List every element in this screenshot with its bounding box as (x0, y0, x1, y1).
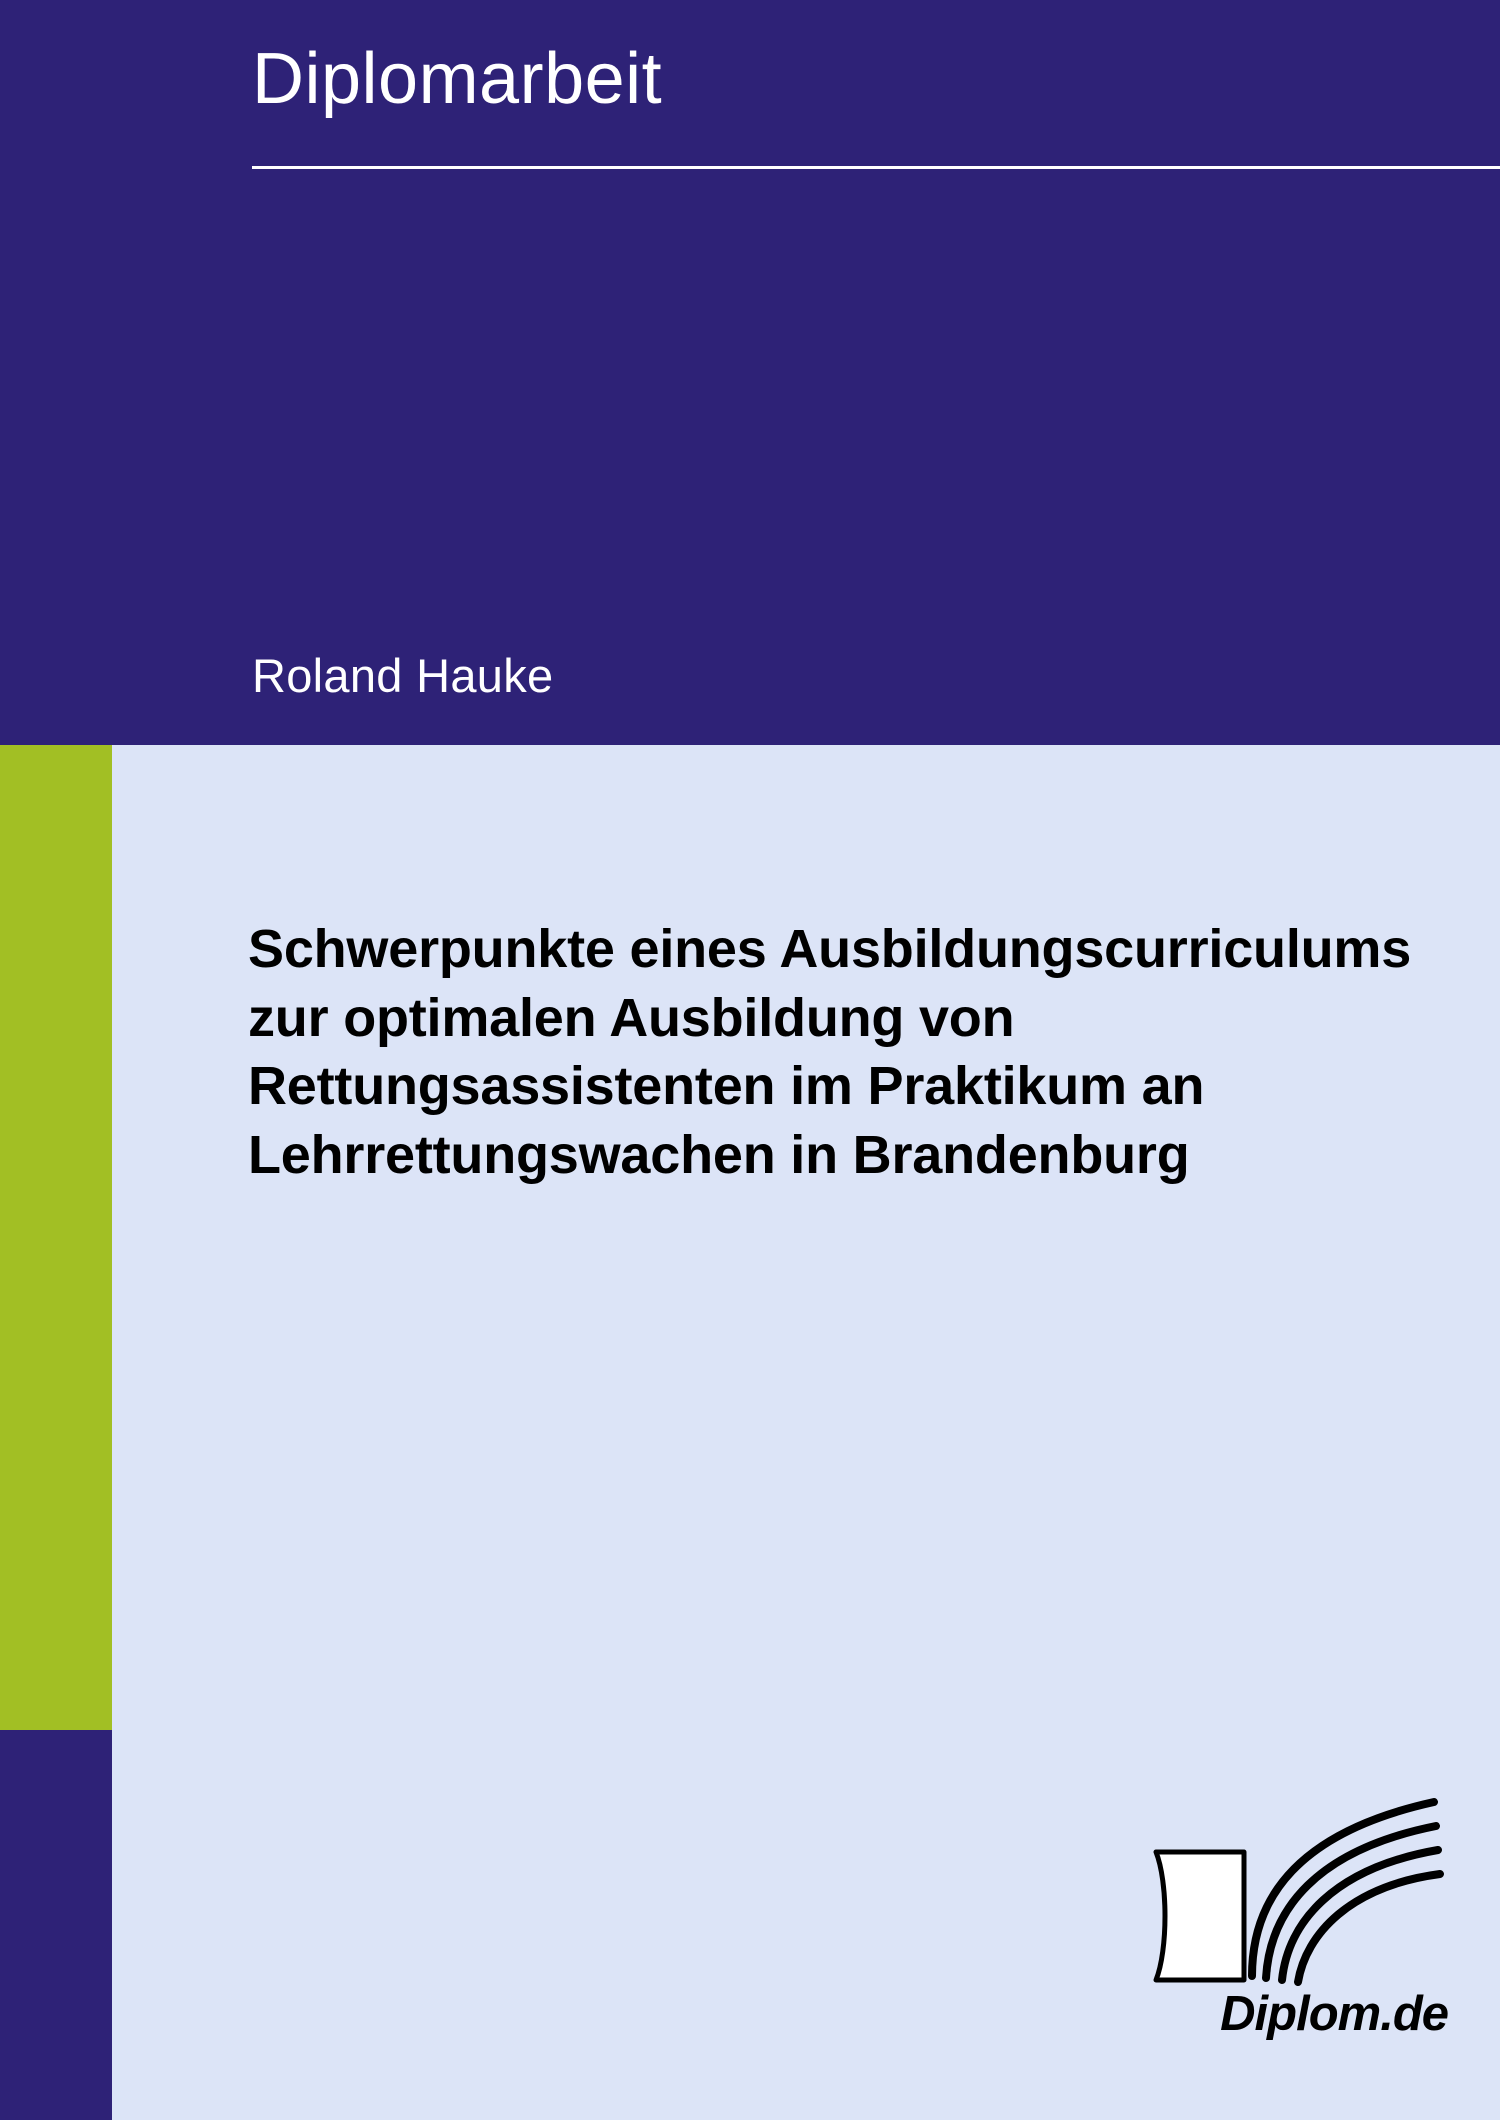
book-title: Schwerpunkte eines Ausbildungscurriculums zur optimalen Ausbildung von Rettungsassistenten im Praktikum an Lehrrettungswachen in Brandenburg (248, 919, 1412, 1185)
diplom-book-icon (1148, 1790, 1448, 1990)
header-divider (252, 166, 1500, 169)
publisher-logo (1148, 1790, 1448, 2070)
header-band (0, 0, 1500, 745)
accent-bar-violet (0, 1730, 112, 2120)
author-name: Roland Hauke (252, 649, 554, 702)
accent-bar-green (0, 745, 112, 1730)
publisher-name: Diplom.de (1220, 1987, 1448, 2041)
series-title: Diplomarbeit (252, 39, 663, 119)
